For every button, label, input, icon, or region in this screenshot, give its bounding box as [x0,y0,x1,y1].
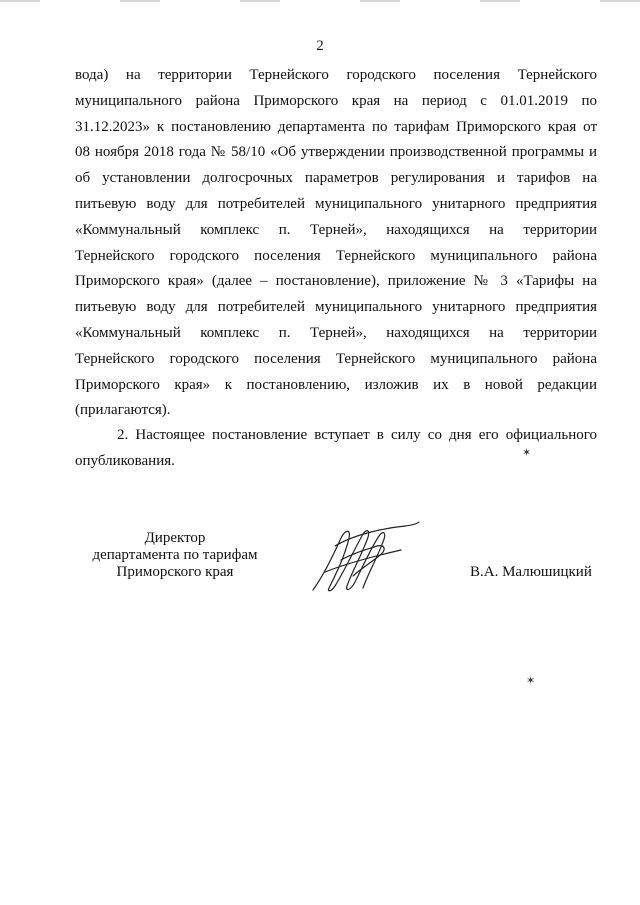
text-line: Тернейского городского поселения Тернейского муниципального района [75,247,597,264]
scan-speck: ✶ [526,675,536,687]
signatory-department: департамента по тарифам [92,547,258,563]
handwritten-signature [305,516,425,596]
text-line: «Коммунальный комплекс п. Терней», находящихся на территории [75,221,597,238]
signatory-region: Приморского края [116,564,234,580]
scan-edge-artifact [0,0,640,2]
text-line: 2. Настоящее постановление вступает в силу со дня его официального [117,427,597,443]
signatory-title [75,530,275,581]
text-line: 31.12.2023» к постановлению департамента по тарифам Приморского края от [75,118,597,135]
text-line: вода) на территории Тернейского городского поселения Тернейского [75,67,597,83]
text-line: об установлении долгосрочных параметров регулирования и тарифов на [75,170,597,187]
signatory-name: В.А. Малюшицкий [470,564,592,580]
page-number: 2 [316,38,324,54]
paragraph-1 [75,63,597,424]
signatory-position: Директор [144,530,206,546]
text-line: Приморского края» к постановлению, изложив их в новой редакции [75,376,597,393]
text-line: (прилагаются). [75,402,171,419]
text-line: питьевую воду для потребителей муниципального унитарного предприятия [75,299,597,316]
scan-speck: ✶ [522,447,532,459]
text-line: Приморского края» (далее – постановление), приложение № 3 «Тарифы на [75,273,597,290]
paragraph-2 [75,423,597,475]
text-line: 08 ноября 2018 года № 58/10 «Об утверждении производственной программы и [75,144,597,161]
text-line: опубликования. [75,452,175,469]
text-line: «Коммунальный комплекс п. Терней», находящихся на территории [75,324,597,341]
text-line: питьевую воду для потребителей муниципального унитарного предприятия [75,195,597,212]
text-line: Тернейского городского поселения Тернейского муниципального района [75,350,597,367]
text-line: муниципального района Приморского края на период с 01.01.2019 по [75,92,597,109]
